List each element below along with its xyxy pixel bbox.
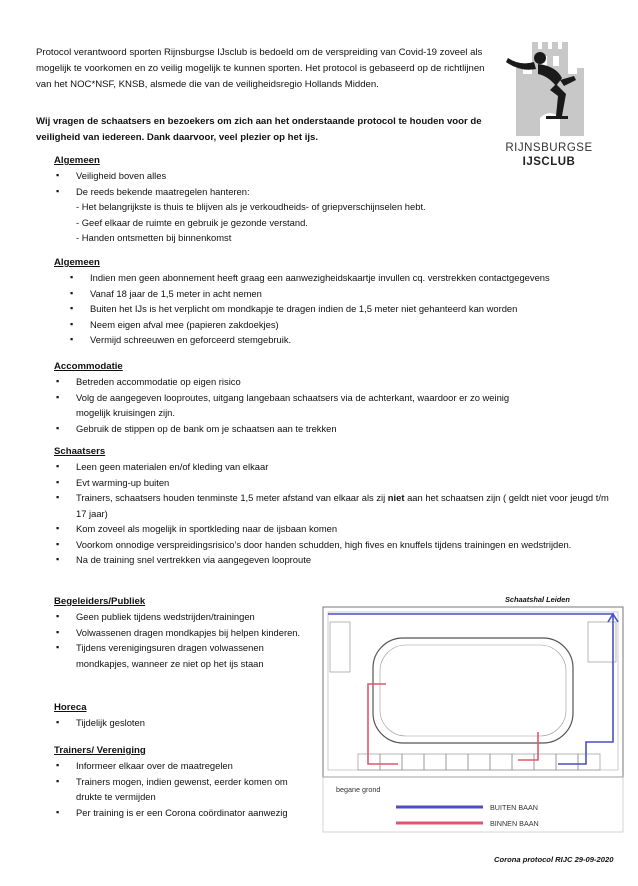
section-schaatsers [54, 444, 614, 568]
section-heading: Algemeen [54, 257, 100, 268]
floor-plan-drawing [318, 602, 628, 834]
list-item: ▪ Na de training snel vertrekken via aangegeven looproute [54, 552, 614, 568]
trainers-text-pre: Trainers, schaatsers houden tenminste 1,5 meter afstand van elkaar als zij [76, 492, 388, 503]
floor-label: begane grond [336, 785, 381, 794]
item-list [54, 270, 614, 348]
list-item: ▪ Buiten het IJs is het verplicht om mondkapje te dragen indien de 1,5 meter niet gehanteerd kan worden [54, 301, 614, 317]
section-heading: Algemeen [54, 155, 100, 166]
section-heading: Begeleiders/Publiek [54, 596, 146, 607]
list-item: ▪ Neem eigen afval mee (papieren zakdoekjes) [54, 317, 614, 333]
list-item: ▪ Informeer elkaar over de maatregelen [54, 758, 316, 774]
logo-name: RIJNSBURGSE [505, 142, 593, 154]
intro-text: Protocol verantwoord sporten Rijnsburgse IJsclub is bedoeld om de verspreiding van Covid-19 zoveel als mogelijk te voorkomen en zo veilig mogelijk te kunnen sporten. Het protocol is gebaseerd op de richtlijnen van het NOC*NSF, KNSB, alsmede die van de veiligheidsregio Hollands Midden. [36, 47, 485, 90]
list-item: ▪ Tijdelijk gesloten [54, 715, 316, 731]
list-item: ▪ Vermijd schreeuwen en geforceerd stemgebruik. [54, 332, 614, 348]
section-algemeen-2 [54, 255, 614, 348]
list-item: ▪ Geen publiek tijdens wedstrijden/trainingen [54, 609, 316, 625]
section-heading: Accommodatie [54, 361, 123, 372]
list-item: ▪ Leen geen materialen en/of kleding van elkaar [54, 459, 614, 475]
map-title: Schaatshal Leiden [505, 595, 570, 604]
castle-skater-icon [494, 36, 604, 141]
section-heading: Schaatsers [54, 446, 106, 457]
list-item: ▪ Trainers mogen, indien gewenst, eerder komen om drukte te vermijden [54, 774, 316, 805]
item-list [54, 459, 614, 568]
list-item: ▪ Evt warming-up buiten [54, 475, 614, 491]
club-logo [494, 36, 604, 181]
section-algemeen-1 [54, 153, 504, 246]
item-list [54, 758, 316, 820]
list-item: ▪ Kom zoveel als mogelijk in sportkleding naar de ijsbaan komen [54, 521, 614, 537]
trainers-text-post: aan het schaatsen zijn ( geldt niet voor jeugd t/m 17 jaar) [76, 492, 609, 519]
section-trainers-vereniging [54, 743, 316, 820]
logo-subtitle: IJSCLUB [522, 156, 576, 168]
section-horeca [54, 700, 316, 731]
list-item: ▪ Betreden accommodatie op eigen risico [54, 374, 544, 390]
legend-inner-label: BINNEN BAAN [490, 819, 539, 828]
dash-item: - Handen ontsmetten bij binnenkomst [76, 232, 232, 243]
section-heading: Horeca [54, 702, 87, 713]
list-item: ▪ Voorkom onnodige verspreidingsrisico’s door handen schudden, high fives en knuffels tijdens trainingen en wedstrijden. [54, 537, 614, 553]
route-outer-line [328, 614, 613, 764]
list-item: ▪ Gebruik de stippen op de bank om je schaatsen aan te trekken [54, 421, 544, 437]
legend-outer-label: BUITEN BAAN [490, 803, 538, 812]
list-item: ▪ Volg de aangegeven looproutes, uitgang langebaan schaatsers via de achterkant, waardoor er zo weinig mogelijk kruisingen zijn. [54, 390, 544, 421]
list-item: ▪ Volwassenen dragen mondkapjes bij helpen kinderen. [54, 625, 316, 641]
list-item: ▪ Veiligheid boven alles [54, 168, 504, 184]
list-item: ▪ Tijdens verenigingsuren dragen volwassenen mondkapjes, wanneer ze niet op het ijs staan [54, 640, 316, 671]
section-heading: Trainers/ Vereniging [54, 745, 146, 756]
dash-item: - Het belangrijkste is thuis te blijven als je verkoudheids- of griepverschijnselen hebt. [76, 201, 426, 212]
item-list [54, 609, 316, 671]
trainers-text-bold: niet [387, 492, 405, 503]
section-accommodatie [54, 359, 544, 436]
request-text: Wij vragen de schaatsers en bezoekers om zich aan het onderstaande protocol te houden voor de veiligheid van iedereen. Dank daarvoor, veel plezier op het ijs. [36, 116, 482, 143]
rink-floor-plan [318, 602, 628, 834]
item-list [54, 715, 316, 731]
list-item: ▪ Vanaf 18 jaar de 1,5 meter in acht nemen [54, 286, 614, 302]
list-item [54, 490, 614, 521]
item-list [54, 374, 544, 436]
footer-text: Corona protocol RIJC 29-09-2020 [494, 855, 614, 864]
item-list [54, 168, 504, 199]
list-item: ▪ Per training is er een Corona coördinator aanwezig [54, 805, 316, 821]
section-begeleiders-publiek [54, 594, 316, 671]
list-item: ▪ De reeds bekende maatregelen hanteren: [54, 184, 504, 200]
dash-item: - Geef elkaar de ruimte en gebruik je gezonde verstand. [76, 216, 308, 228]
list-item: ▪ Indien men geen abonnement heeft graag een aanwezigheidskaartje invullen cq. verstrekken contactgegevens [54, 270, 614, 286]
